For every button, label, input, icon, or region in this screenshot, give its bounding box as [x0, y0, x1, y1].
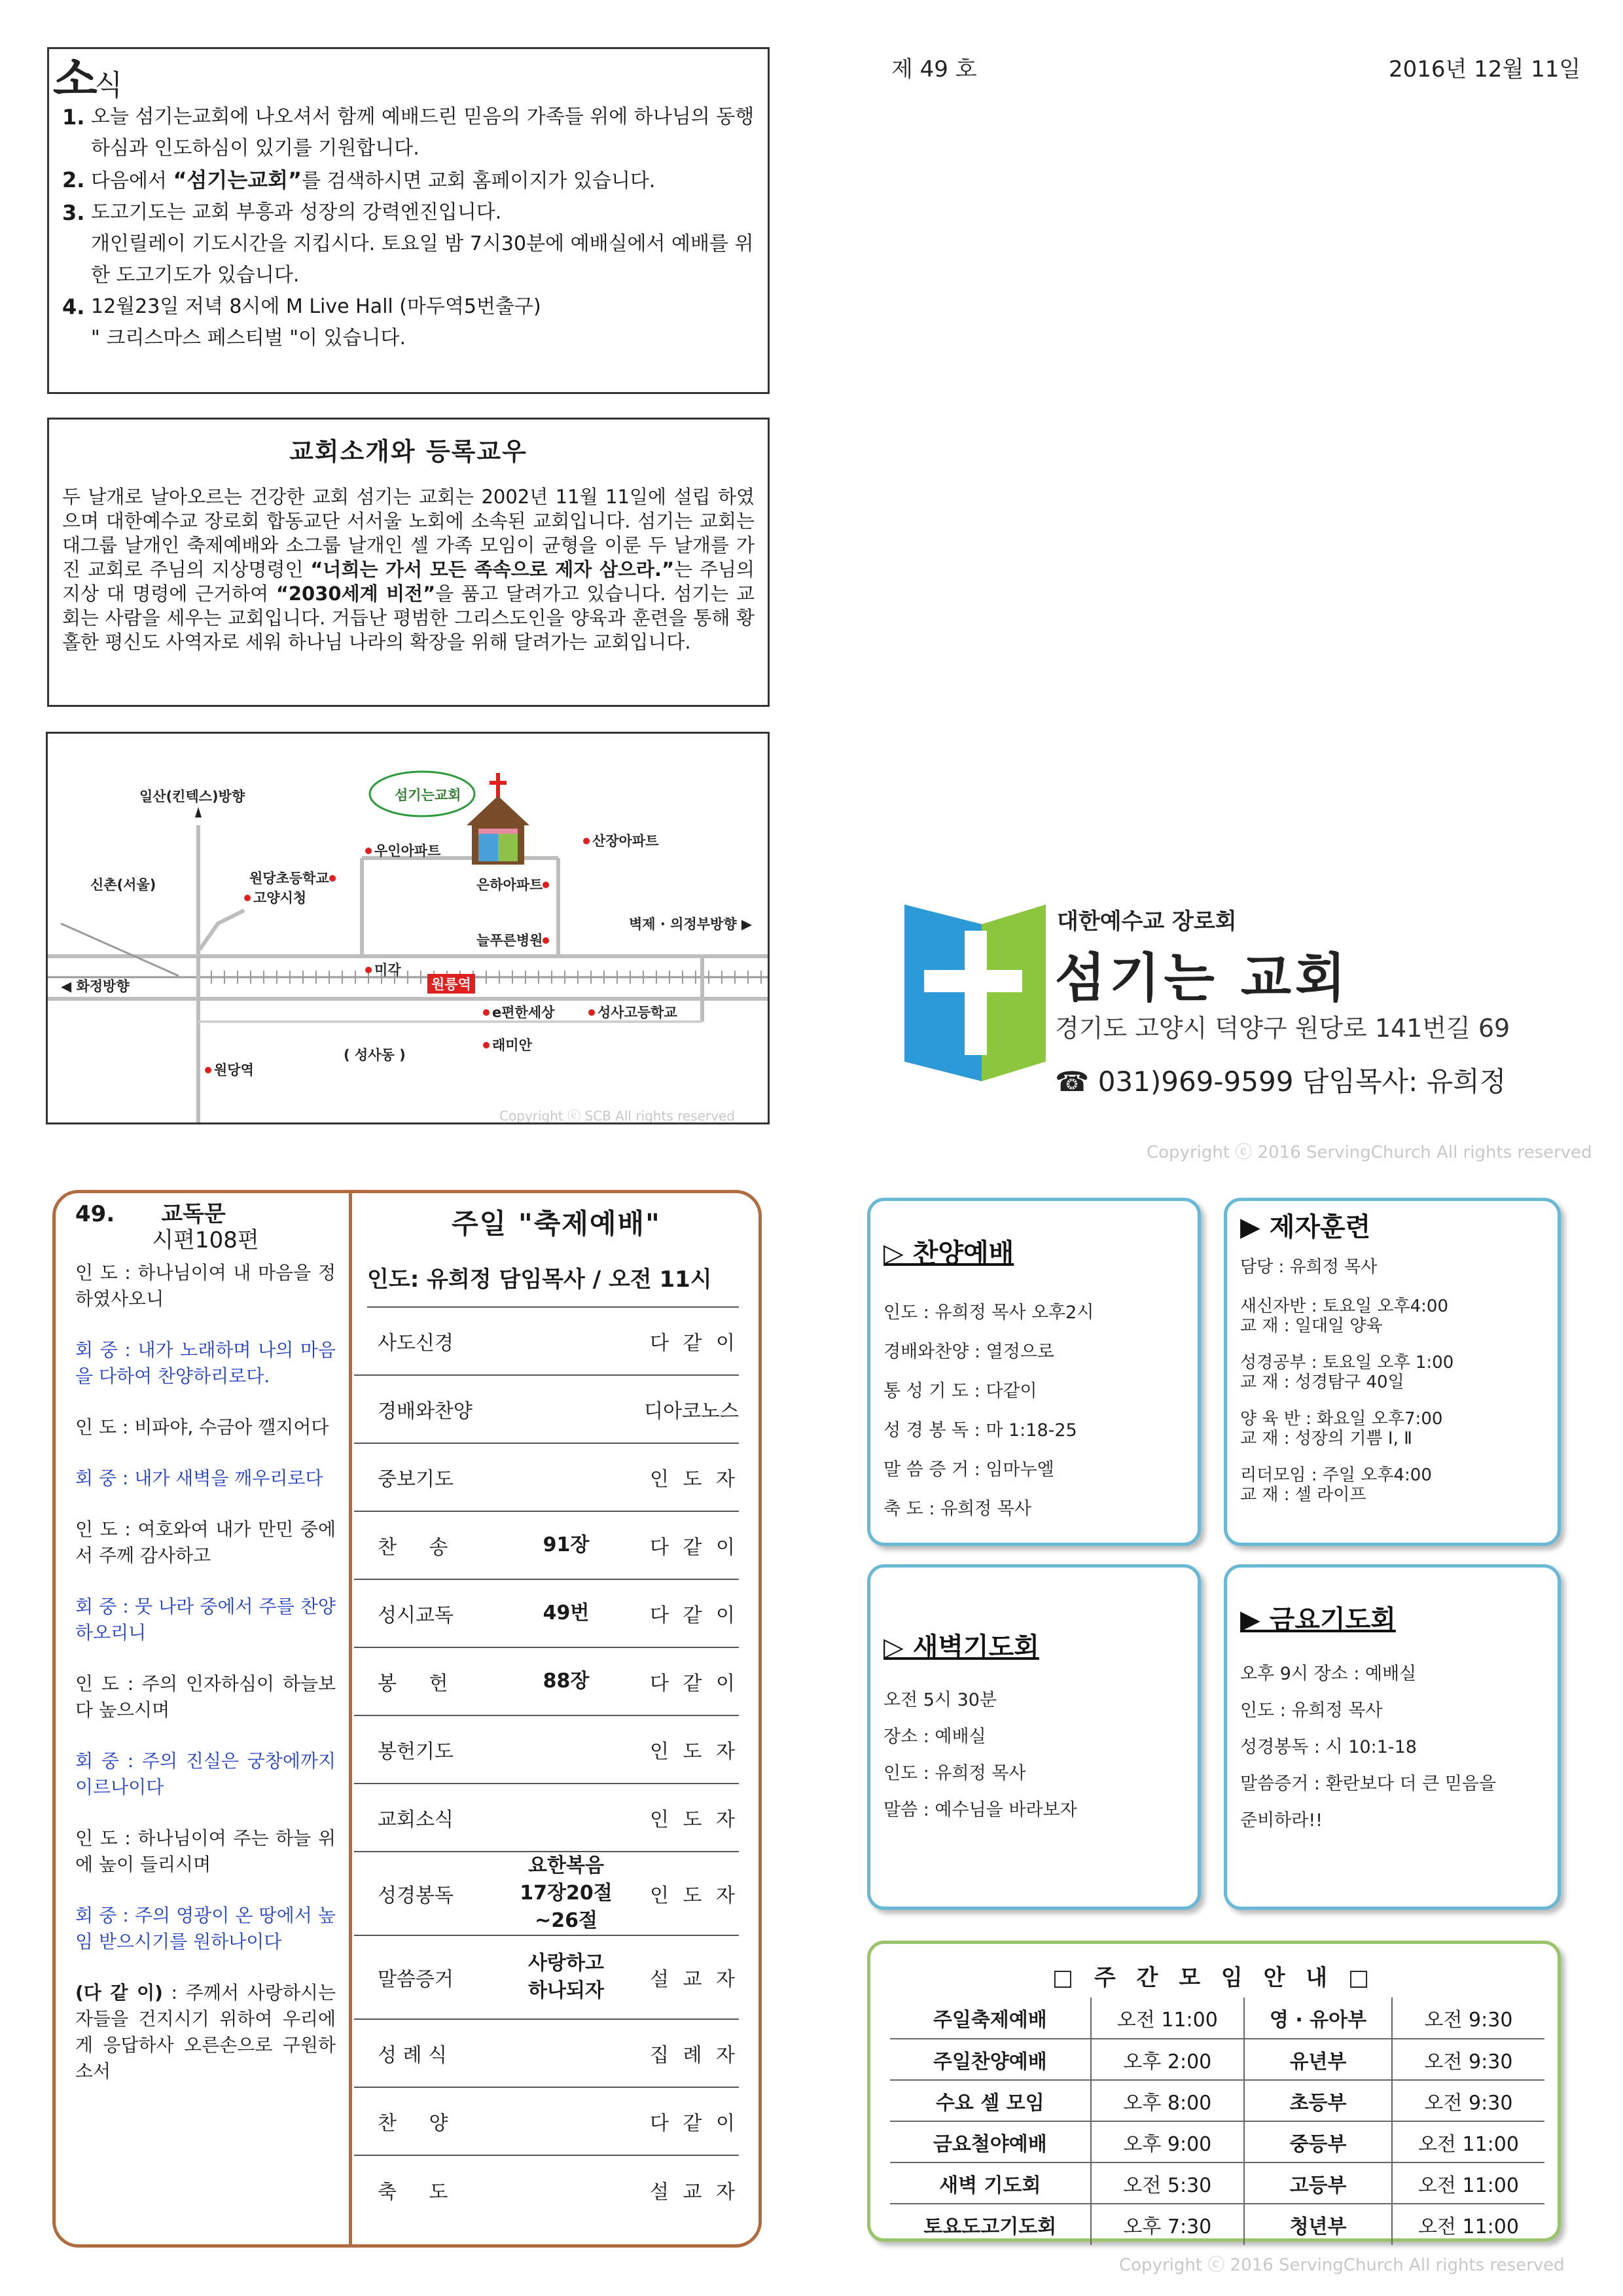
praise-body: 인도 : 유희정 목사 오후2시 경배와찬양 : 열정으로 통 성 기 도 : 다같이 성 경 봉 독 : 마 1:18-25 말 씀 증 거 : 임마누엘 축 도 : 유희정 목사: [883, 1302, 1094, 1519]
friday-body: 오후 9시 장소 : 예배실 인도 : 유희정 목사 성경봉독 : 시 10:1-18 말씀증거 : 환란보다 더 큰 믿음을 준비하라!!: [1240, 1664, 1497, 1831]
table-row: 주일축제예배 오전 11:00 영 · 유아부 오전 9:30: [890, 1998, 1544, 2039]
table-row: 새벽 기도회 오전 5:30 고등부 오전 11:00: [890, 2162, 1544, 2204]
map-label-migak: 미각: [365, 960, 401, 979]
friday-prayer-panel: [1224, 1564, 1561, 1910]
order-row: 성시교독 49번 다 같 이: [354, 1580, 739, 1648]
reading-psalm: 시편108편: [152, 1227, 259, 1253]
worship-title: 주일 "축제예배": [452, 1208, 661, 1240]
reading-line: 인 도 : 하나님이여 주는 하늘 위에 높이 들리시며: [75, 1827, 336, 1875]
praise-panel: [867, 1198, 1201, 1546]
denomination: 대한예수교 장로회: [1057, 908, 1237, 935]
map-station-badge: 원릉역: [427, 974, 475, 994]
reading-line: 인 도 : 여호와여 내가 만민 중에서 주께 감사하고: [75, 1518, 336, 1566]
order-row: 봉헌기도 인 도 자: [354, 1716, 739, 1784]
map-label-sanjang: 산장아파트: [583, 831, 658, 850]
map-label-byeokje: 벽제 · 의정부방향 ▶: [629, 916, 753, 932]
worship-order: [354, 1193, 758, 2224]
map-label-eunha: 은하아파트: [476, 874, 552, 894]
table-row: 금요철야예배 오후 9:00 중등부 오전 11:00: [890, 2121, 1544, 2162]
worship-leader: 인도: 유희정 담임목사 / 오전 11시: [367, 1261, 739, 1308]
reading-line: 회 중 : 주의 영광이 온 땅에서 높임 받으시기를 원하나이다: [75, 1905, 336, 1952]
news-item: 4. 12월23일 저녁 8시에 M Live Hall (마두역5번출구) " 크리스마스 페스티벌 "이 있습니다.: [62, 295, 541, 350]
reading-final: (다 같 이) : 주께서 사랑하시는 자들을 건지시기 위하여 우리에게 응답하사 오른손으로 구원하소서: [75, 1982, 336, 2082]
map-label-epyeonhan: e편한세상: [483, 1002, 554, 1022]
church-address: 경기도 고양시 덕양구 원당로 141번길 69: [1055, 1014, 1510, 1043]
church-phone: ☎ 031)969-9599 담임목사: 유희정: [1055, 1066, 1507, 1098]
reading-line: 회 중 : 내가 노래하며 나의 마음을 다하여 찬양하리로다.: [75, 1339, 336, 1387]
reading-line: 회 중 : 내가 새벽을 깨우리로다: [75, 1467, 323, 1489]
reading-line: 인 도 : 주의 인자하심이 하늘보다 높으시며: [75, 1673, 336, 1721]
dawn-title: ▷ 새벽기도회: [883, 1632, 1039, 1662]
order-row: 사도신경 다 같 이: [354, 1308, 739, 1376]
news-item: 2. 다음에서 “섬기는교회”를 검색하시면 교회 홈페이지가 있습니다.: [62, 168, 656, 192]
news-list: [62, 101, 755, 354]
phone-icon: ☎: [1055, 1066, 1090, 1098]
map-label-wondang-station: 원당역: [205, 1060, 254, 1079]
reading-heading: 49. 교독문: [75, 1201, 226, 1227]
intro-title: 교회소개와 등록교우: [289, 437, 527, 466]
order-row: 말씀증거 사랑하고 하나되자 설 교 자: [354, 1936, 739, 2020]
order-row: 경배와찬양 디아코노스: [354, 1376, 739, 1444]
map-label-sinchon: 신촌(서울): [90, 877, 156, 893]
issue-date: 2016년 12월 11일: [1389, 56, 1581, 82]
responsive-reading: [75, 1201, 336, 2085]
news-item: 1. 오늘 섬기는교회에 나오셔서 함께 예배드린 믿음의 가족들 위에 하나님의 동행하심과 인도하심이 있기를 기원합니다.: [62, 105, 755, 160]
map-label-seongsa-high: 성사고등학교: [588, 1002, 677, 1022]
map-label-wondang-school: 원당초등학교: [249, 868, 338, 888]
weekly-table: [890, 1998, 1544, 2245]
weekly-meetings: [867, 1941, 1561, 2242]
reading-line: 인 도 : 하나님이여 내 마음을 정하였사오니: [75, 1262, 336, 1310]
map-label-ilsan: 일산(킨텍스)방향: [139, 789, 245, 804]
order-row: 성 례 식 집 례 자: [354, 2020, 739, 2088]
intro-box: [47, 418, 770, 707]
news-box: [47, 47, 770, 394]
friday-title: ▶ 금요기도회: [1240, 1605, 1396, 1635]
dawn-prayer-panel: [867, 1564, 1201, 1910]
discipleship-panel: [1224, 1198, 1561, 1546]
map-label-wooin: 우인아파트: [365, 840, 440, 860]
church-logo-icon: [904, 905, 1046, 1081]
order-row: 성경봉독 요한복음 17장20절~26절 인 도 자: [354, 1852, 739, 1936]
table-row: 토요도고기도회 오후 7:30 청년부 오전 11:00: [890, 2204, 1544, 2245]
order-row: 중보기도 인 도 자: [354, 1444, 739, 1512]
order-row: 찬 송 91장 다 같 이: [354, 1512, 739, 1580]
church-copyright: Copyright ⓒ 2016 ServingChurch All rights reserved: [1147, 1143, 1592, 1162]
table-row: 수요 셀 모임 오후 8:00 초등부 오전 9:30: [890, 2080, 1544, 2121]
dawn-body: 오전 5시 30분 장소 : 예배실 인도 : 유희정 목사 말씀 : 예수님을 바라보자: [883, 1690, 1077, 1820]
discipleship-body: 담당 : 유희정 목사 새신자반 : 토요일 오후4:00 교 재 : 일대일 양육 성경공부 : 토요일 오후 1:00 교 재 : 성경탐구 40일 양 육 반 : 화요일 오후7:00 교 재 : 성장의 기쁨 Ⅰ, Ⅱ 리더모임 : 주일 오후4:00 교 재 : 셀 라이프: [1240, 1257, 1454, 1505]
order-row: 봉 헌 88장 다 같 이: [354, 1648, 739, 1716]
news-title: 소식: [53, 52, 120, 106]
news-item: 3. 도고기도는 교회 부흥과 성장의 강력엔진입니다. 개인릴레이 기도시간을 지킵시다. 토요일 밤 7시30분에 예배실에서 예배를 위한 도고기도가 있습니다.: [62, 200, 754, 287]
issue-number: 제 49 호: [891, 56, 977, 82]
map-label-raemian: 래미안: [483, 1035, 532, 1054]
praise-title: ▷ 찬양예배: [883, 1238, 1014, 1268]
church-name: 섬기는 교회: [1055, 948, 1350, 1009]
weekly-title: □ 주 간 모 임 안 내 □: [1052, 1965, 1376, 1991]
location-map: [46, 732, 770, 1124]
worship-panel: [52, 1190, 762, 2248]
reading-line: 회 중 : 주의 진실은 궁창에까지 이르나이다: [75, 1750, 336, 1798]
reading-line: 인 도 : 비파야, 수금아 깰지어다: [75, 1416, 329, 1438]
order-row: 축 도 설 교 자: [378, 2181, 739, 2204]
weekly-copyright: Copyright ⓒ 2016 ServingChurch All rights reserved: [1119, 2255, 1565, 2275]
discipleship-title: ▶ 제자훈련: [1240, 1212, 1371, 1242]
reading-line: 회 중 : 뭇 나라 중에서 주를 찬양하오리니: [75, 1596, 336, 1643]
map-label-seongsadong: ( 성사동 ): [344, 1047, 406, 1063]
table-row: 주일찬양예배 오후 2:00 유년부 오전 9:30: [890, 2039, 1544, 2080]
order-row: 교회소식 인 도 자: [354, 1784, 739, 1852]
map-copyright: Copyright ⓒ SCB All rights reserved: [499, 1108, 735, 1124]
map-label-hwajeong: ◀ 화정방향: [61, 978, 130, 994]
map-church-bubble: 섬기는교회: [395, 787, 461, 803]
map-label-neulpureun: 늘푸른병원: [476, 930, 552, 950]
intro-text: 두 날개로 날아오르는 건강한 교회 섬기는 교회는 2002년 11월 11일에 설립 하였으며 대한예수교 장로회 합동교단 서서울 노회에 소속된 교회입니다. 섬기는 교회는 대그룹 날개인 축제예배와 소그룹 날개인 셀 가족 모임이 균형을 이룬 두 날개를 가진 교회로 주님의 지상명령인 “너희는 가서 모든 족속으로 제자 삼으라.”는 주님의 지상 대 명령에 근거하여 “2030세계 비전”을 품고 달려가고 있습니다. 섬기는 교회는 사람을 세우는 교회입니다. 거듭난 평범한 그리스도인을 양육과 훈련을 통해 황홀한 평신도 사역자로 세워 하나님 나라의 확장을 위해 달려가는 교회입니다.: [62, 486, 755, 653]
map-label-goyang-hall: 고양시청: [244, 888, 306, 907]
order-row: 찬 양 다 같 이: [354, 2088, 739, 2156]
